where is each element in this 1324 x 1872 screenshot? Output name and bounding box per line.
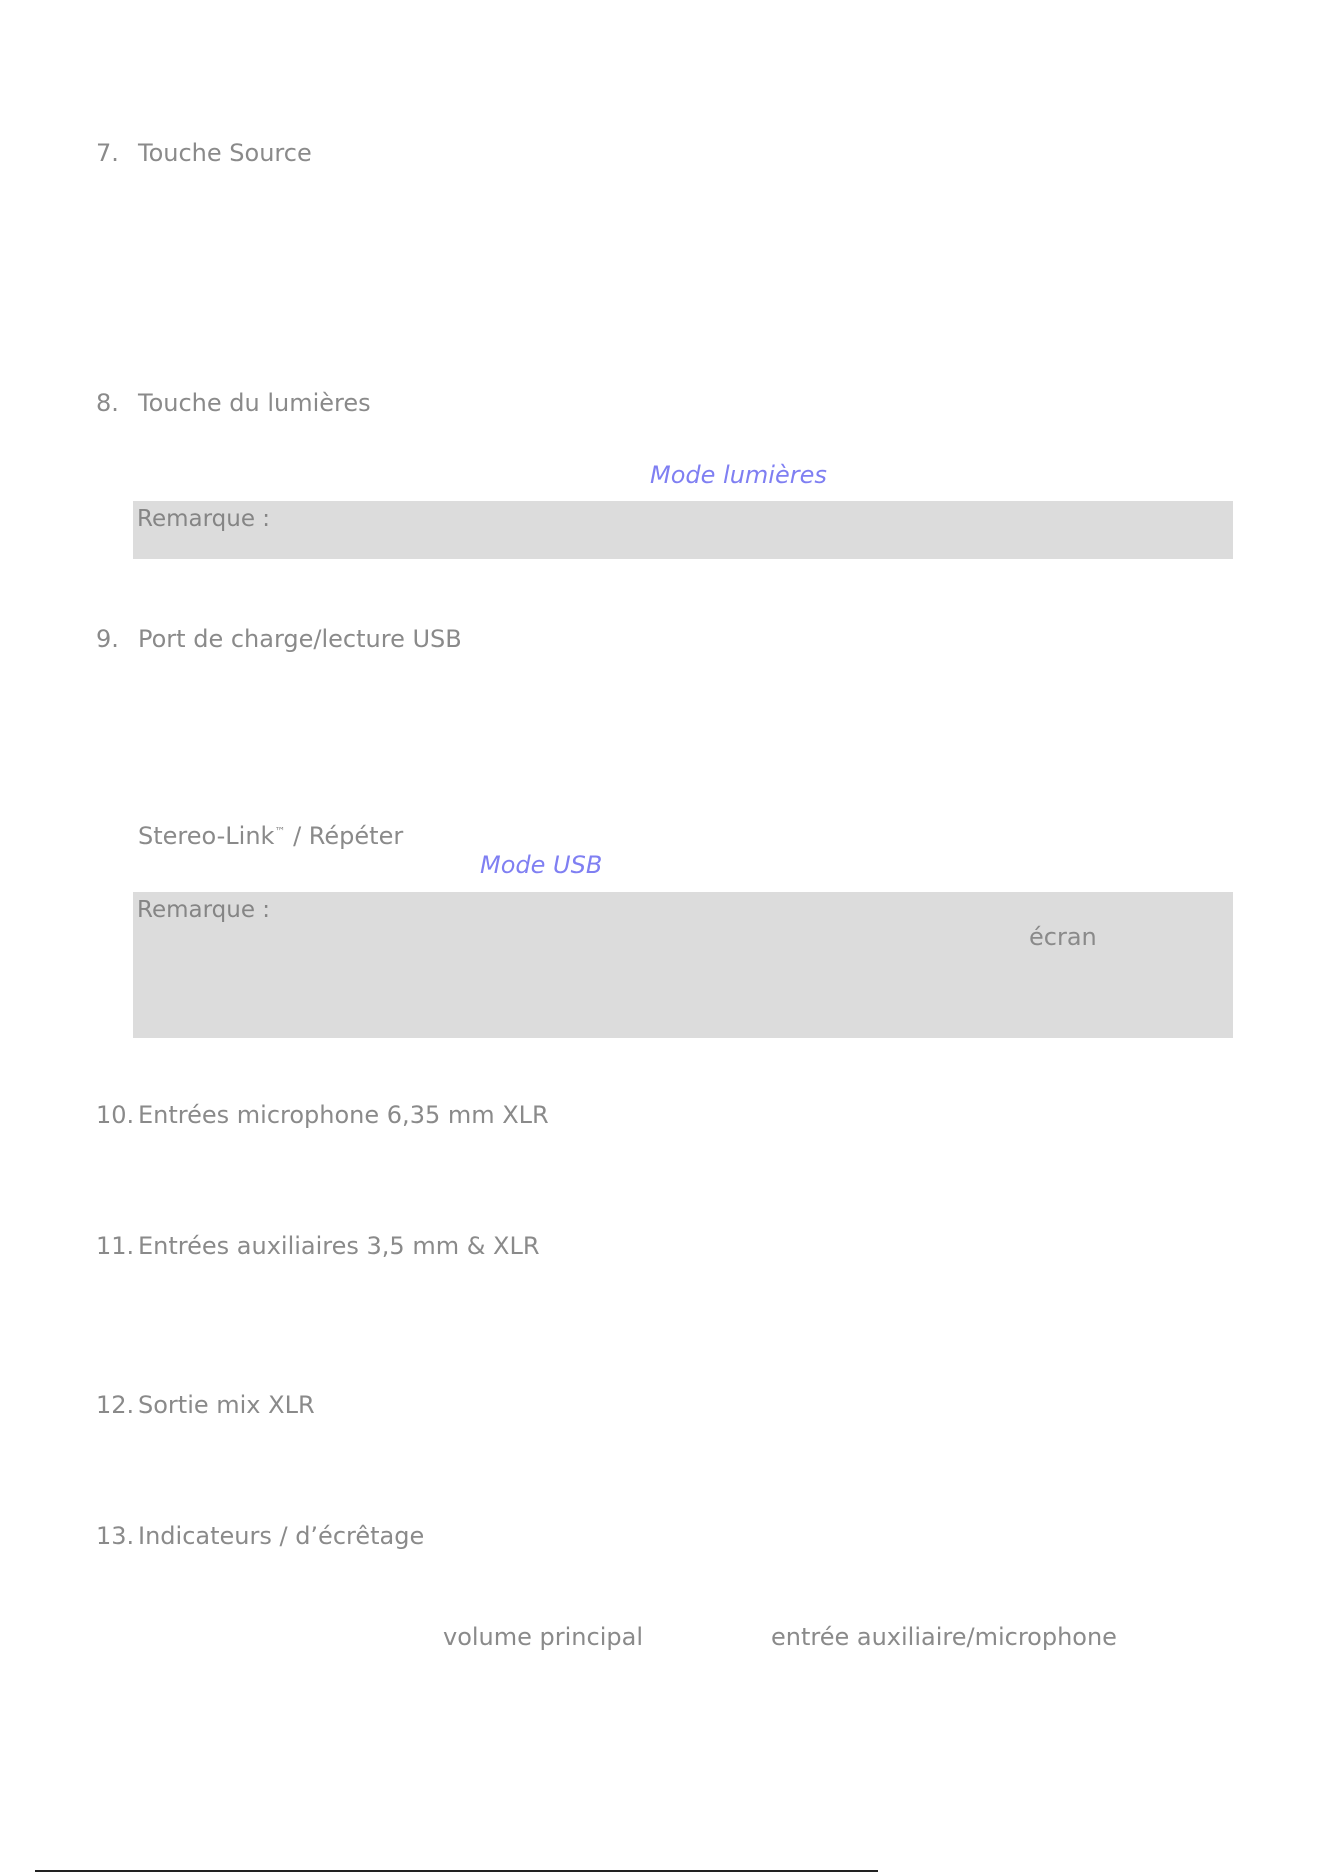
- note-label: Remarque :: [137, 506, 271, 532]
- section-number: 7.: [96, 139, 119, 167]
- section-title: Touche du lumières: [138, 389, 371, 417]
- entree-aux-mic-text: entrée auxiliaire/microphone: [771, 1623, 1117, 1651]
- section-number: 10.: [96, 1101, 135, 1129]
- section-title: Touche Source: [138, 139, 312, 167]
- volume-principal-text: volume principal: [443, 1623, 643, 1651]
- section-number: 9.: [96, 625, 119, 653]
- section-title: Entrées auxiliaires 3,5 mm & XLR: [138, 1232, 540, 1260]
- section-title: Sortie mix XLR: [138, 1391, 315, 1419]
- note-label: Remarque :: [137, 897, 271, 923]
- mode-usb-link[interactable]: Mode USB: [480, 851, 603, 879]
- trademark-mark: ™: [274, 825, 286, 838]
- note-box: [133, 892, 1233, 1038]
- repeter-label: / Répéter: [285, 822, 404, 850]
- section-number: 11.: [96, 1232, 135, 1260]
- section-number: 13.: [96, 1522, 135, 1550]
- section-title: Port de charge/lecture USB: [138, 625, 462, 653]
- section-number: 8.: [96, 389, 119, 417]
- ecran-word: écran: [1029, 923, 1097, 951]
- section-number: 12.: [96, 1391, 135, 1419]
- stereo-link-label: Stereo-Link: [138, 822, 275, 850]
- note-box: [133, 501, 1233, 559]
- mode-lumieres-link[interactable]: Mode lumières: [650, 461, 827, 489]
- section-title: Entrées microphone 6,35 mm XLR: [138, 1101, 549, 1129]
- section-title: Indicateurs / d’écrêtage: [138, 1522, 425, 1550]
- stereo-link-text: [138, 824, 403, 848]
